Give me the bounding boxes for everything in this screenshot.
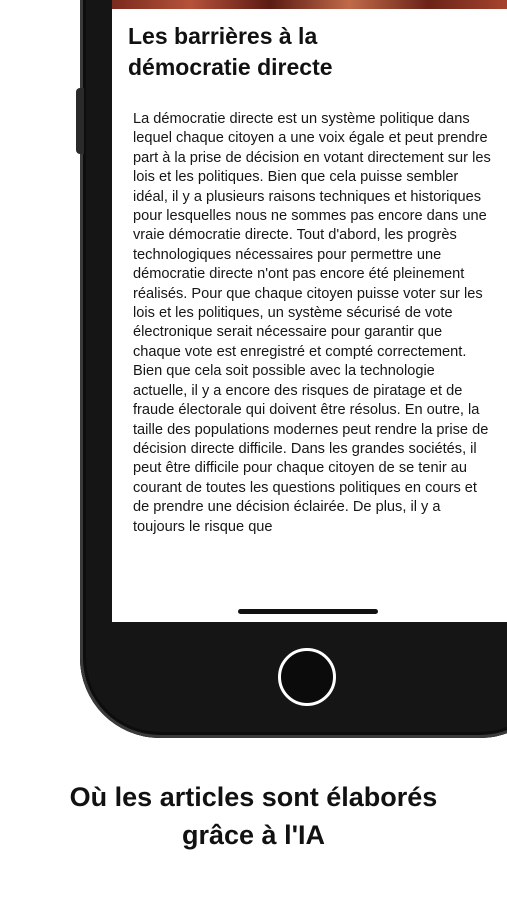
home-button[interactable] [278,648,336,706]
article-body[interactable]: La démocratie directe est un système politique dans lequel chaque citoyen a une voix égale et peut prendre part à la prise de décision en votant directement sur les lois et les politiques. Bien que cela puisse sembler idéal, il y a plusieurs raisons techniques et historiques pour lesquelles nous ne sommes pas encore dans une vraie démocratie directe. Tout d'abord, les progrès technologiques nécessaires pour permettre une démocratie directe n'ont pas encore été pleinement réalisés. Pour que chaque citoyen puisse voter sur les lois et les politiques, un système sécurisé de vote électronique serait nécessaire pour garantir que chaque vote est enregistré et compté correctement. Bien que cela soit possible avec la technologie actuelle, il y a encore des risques de piratage et de fraude électorale qui doivent être résolus. En outre, la taille des populations modernes peut rendre la prise de décision directe difficile. Dans les grandes sociétés, il peut être difficile pour chaque citoyen de se tenir au courant de toutes les questions politiques en cours et de prendre une décision éclairée. De plus, il y a toujours le risque que [133,111,491,535]
home-indicator[interactable] [238,609,378,614]
phone-screen [112,0,507,622]
article-hero-image [112,0,507,9]
article-title: Les barrières à la démocratie directe [128,23,333,80]
promo-caption: Où les articles sont élaborés grâce à l'IA [69,782,438,850]
phone-side-button [76,88,84,154]
